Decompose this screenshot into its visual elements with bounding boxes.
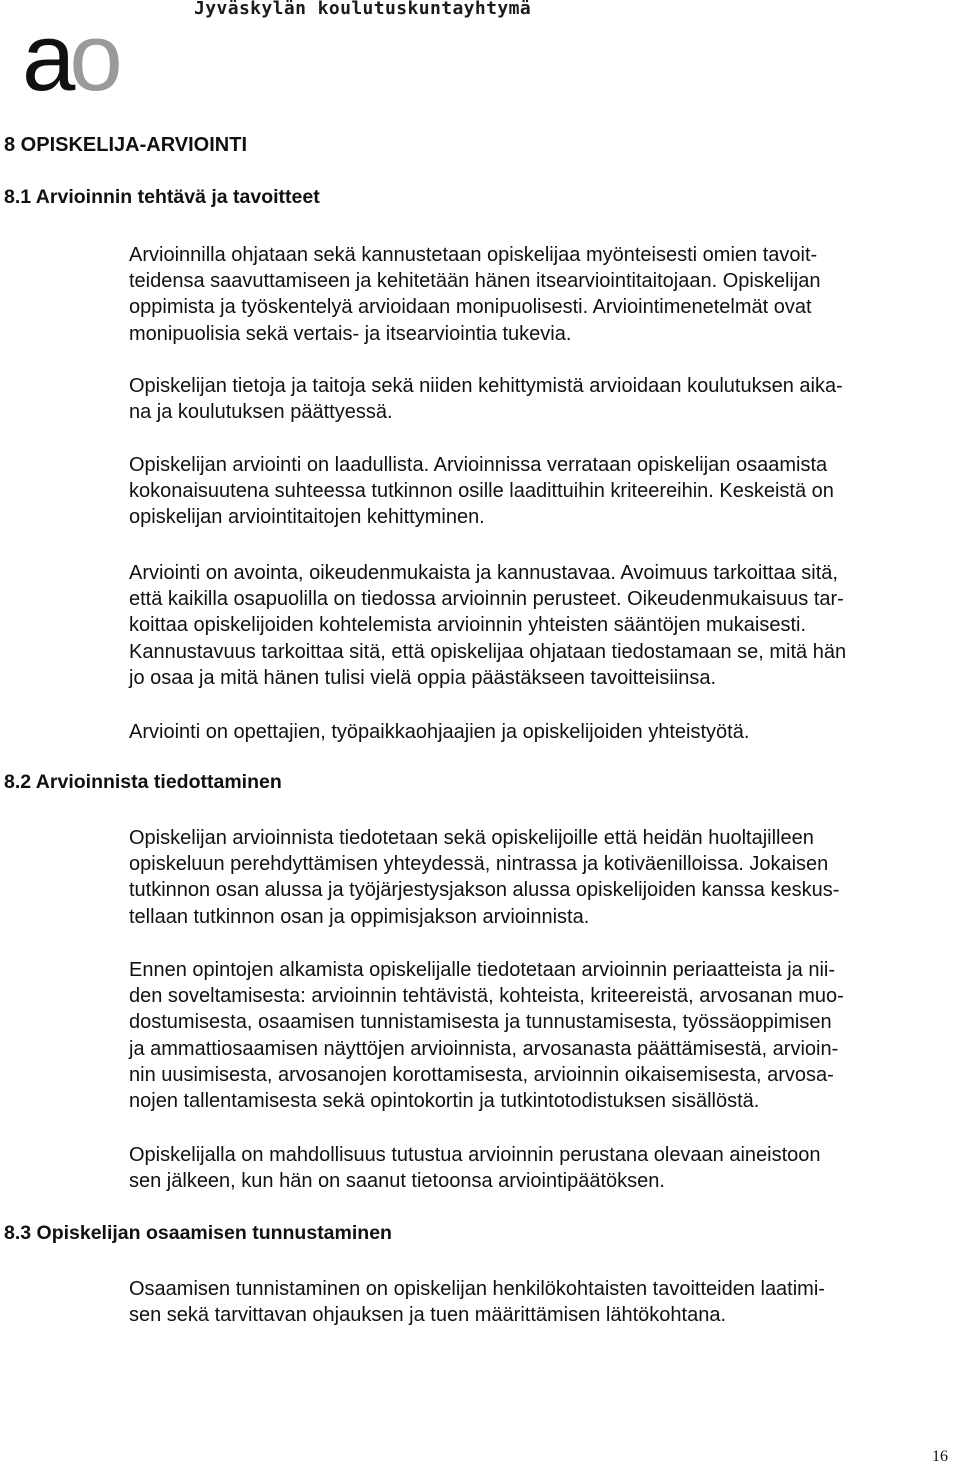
paragraph [129,957,844,1114]
page-number: 16 [932,1448,948,1465]
text-line: Opiskelijan tietoja ja taitoja sekä niiden kehittymistä arvioidaan koulutuksen aika- [129,375,843,397]
text-line: Arviointi on avointa, oikeudenmukaista ja kannustavaa. Avoimuus tarkoittaa sitä, [129,562,838,584]
text-line: tellaan tutkinnon osan ja oppimisjakson arvioinnista. [129,905,590,928]
text-line: jo osaa ja mitä hänen tulisi vielä oppia päästäkseen tavoitteisiinsa. [129,666,717,689]
paragraph [129,242,821,347]
paragraph [129,560,846,691]
section-title: 8.3 Opiskelijan osaamisen tunnustaminen [4,1222,392,1244]
text-line: nin uusimisesta, arvosanojen korottamisesta, arvioinnin oikaisemisesta, arvosa- [129,1063,834,1086]
text-line: na ja koulutuksen päättyessä. [129,401,393,424]
text-line: sen jälkeen, kun hän on saanut tietoonsa arviointipäätöksen. [129,1170,665,1193]
text-line: koittaa opiskelijoiden kohtelemista arvioinnin yhteisten sääntöjen mukaisesti. [129,614,807,637]
text-line: että kaikilla osapuolilla on tiedossa arvioinnin perusteet. Oikeudenmukaisuus tar- [129,588,844,611]
text-line: opiskeluun perehdyttämisen yhteydessä, nintrassa ja kotiväenilloissa. Jokaisen [129,853,829,876]
paragraph [129,373,843,425]
text-line: tutkinnon osan alussa ja työjärjestysjakson alussa opiskelijoiden kanssa keskus- [129,879,840,902]
ao-logo [22,22,170,96]
text-line: monipuolisia sekä vertais- ja itsearviointia tukevia. [129,322,572,345]
chapter-title: 8 OPISKELIJA-ARVIOINTI [4,134,248,156]
text-line: ja ammattiosaamisen näyttöjen arvioinnista, arvosanasta päättämisestä, arvioin- [129,1037,839,1060]
text-line: Opiskelijan arvioinnista tiedotetaan sekä opiskelijoille että heidän huoltajilleen [129,827,814,849]
paragraph [129,1276,825,1328]
text-line: opiskelijan arviointitaitojen kehittyminen. [129,506,485,529]
text-line: kokonaisuutena suhteessa tutkinnon osille laadittuihin kriteereihin. Keskeistä on [129,480,834,503]
text-line: Opiskelijan arviointi on laadullista. Arvioinnissa verrataan opiskelijan osaamista [129,454,828,476]
text-line: nojen tallentamisesta sekä opintokortin ja tutkintotodistuksen sisällöstä. [129,1090,760,1113]
paragraph [129,1142,821,1194]
text-line: Arviointi on opettajien, työpaikkaohjaajien ja opiskelijoiden yhteistyötä. [129,721,750,743]
text-line: Arvioinnilla ohjataan sekä kannustetaan opiskelijaa myönteisesti omien tavoit- [129,244,818,266]
organization-name: Jyväskylän koulutuskuntayhtymä [194,0,532,19]
text-line: oppimista ja työskentelyä arvioidaan monipuolisesti. Arviointimenetelmät ovat [129,296,812,319]
text-line: teidensa saavuttamiseen ja kehitetään hänen itsearviointitaitojaan. Opiskelijan [129,270,821,293]
text-line: den soveltamisesta: arvioinnin tehtävistä, kohteista, kriteereistä, arvosanan muo- [129,985,844,1008]
svg-text:ao: ao [22,22,117,96]
text-line: dostumisesta, osaamisen tunnistamisesta ja tunnustamisesta, työssäoppimisen [129,1011,832,1034]
section-title: 8.2 Arvioinnista tiedottaminen [4,771,282,793]
paragraph [129,825,839,930]
paragraph [129,719,749,745]
text-line: sen sekä tarvittavan ohjauksen ja tuen määrittämisen lähtökohtana. [129,1304,727,1327]
paragraph [129,452,834,531]
text-line: Opiskelijalla on mahdollisuus tutustua arvioinnin perustana olevaan aineistoon [129,1144,821,1166]
text-line: Ennen opintojen alkamista opiskelijalle tiedotetaan arvioinnin periaatteista ja nii- [129,959,835,981]
text-line: Kannustavuus tarkoittaa sitä, että opiskelijaa ohjataan tiedostamaan se, mitä hän [129,640,847,663]
text-line: Osaamisen tunnistaminen on opiskelijan henkilökohtaisten tavoitteiden laatimi- [129,1278,825,1300]
section-title: 8.1 Arvioinnin tehtävä ja tavoitteet [4,186,320,208]
